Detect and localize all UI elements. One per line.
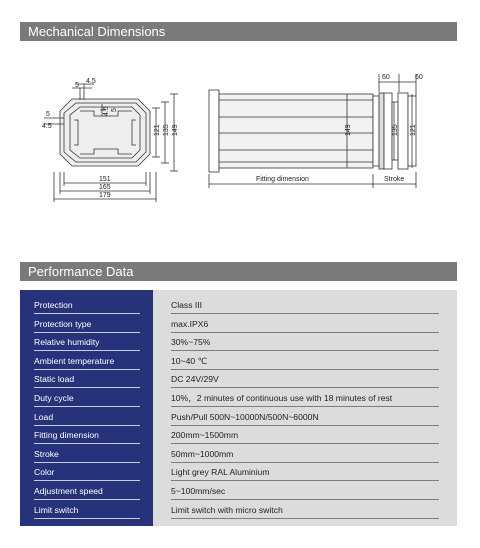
row-label: Stroke [34, 445, 140, 463]
dim-inner-5: 5 [111, 108, 118, 112]
dim-top-4-5: 4.5 [86, 78, 96, 85]
row-label: Color [34, 463, 140, 481]
dim-inner-4-5: 4.5 [103, 106, 110, 116]
row-label: Adjustment speed [34, 482, 140, 500]
table-row-adjustment-speed [20, 482, 457, 501]
dim-height-135: 135 [163, 124, 170, 136]
side-view [209, 74, 416, 188]
row-value: max.IPX6 [171, 315, 439, 333]
dim-width-151: 151 [99, 176, 111, 183]
dim-width-179: 179 [99, 192, 111, 199]
table-row-ambient-temperature [20, 352, 457, 371]
dim-height-121: 121 [154, 124, 161, 136]
row-value: DC 24V/29V [171, 370, 439, 388]
dim-60-b: 60 [415, 74, 423, 81]
performance-table [20, 290, 457, 526]
table-row-duty-cycle [20, 389, 457, 408]
dim-side-149: 149 [345, 124, 352, 136]
row-value: 10%，2 minutes of continuous use with 18 minutes of rest [171, 389, 439, 407]
row-value: 200mm~1500mm [171, 426, 439, 444]
row-value: Light grey RAL Aluminium [171, 463, 439, 481]
table-row-load [20, 408, 457, 427]
table-row-static-load [20, 370, 457, 389]
mechanical-dimensions-header: Mechanical Dimensions [20, 22, 457, 41]
table-row-protection [20, 296, 457, 315]
dim-left-4-5: 4.5 [42, 123, 52, 130]
row-label: Relative humidity [34, 333, 140, 351]
dim-top-5: 5 [75, 82, 79, 89]
dim-height-149: 149 [172, 124, 179, 136]
row-label: Ambient temperature [34, 352, 140, 370]
table-row-color [20, 463, 457, 482]
table-row-limit-switch [20, 501, 457, 520]
mechanical-drawing [20, 44, 460, 244]
table-row-stroke [20, 445, 457, 464]
dim-width-165: 165 [99, 184, 111, 191]
dim-side-135: 135 [392, 124, 399, 136]
performance-data-header: Performance Data [20, 262, 457, 281]
row-value: Limit switch with micro switch [171, 501, 439, 519]
cross-section-view [44, 84, 178, 202]
row-value: 5~100mm/sec [171, 482, 439, 500]
row-label: Limit switch [34, 501, 140, 519]
row-label: Load [34, 408, 140, 426]
table-row-protection-type [20, 315, 457, 334]
row-value: 50mm~1000mm [171, 445, 439, 463]
fitting-dimension-label: Fitting dimension [256, 176, 309, 183]
row-label: Duty cycle [34, 389, 140, 407]
dim-60-a: 60 [382, 74, 390, 81]
row-label: Protection type [34, 315, 140, 333]
row-label: Protection [34, 296, 140, 314]
row-value: 10~40 ℃ [171, 352, 439, 370]
row-value: Push/Pull 500N~10000N/500N~6000N [171, 408, 439, 426]
stroke-label: Stroke [384, 176, 405, 183]
table-row-relative-humidity [20, 333, 457, 352]
table-row-fitting-dimension [20, 426, 457, 445]
row-value: Class III [171, 296, 439, 314]
row-label: Static load [34, 370, 140, 388]
dim-left-5: 5 [46, 111, 50, 118]
row-label: Fitting dimension [34, 426, 140, 444]
row-value: 30%~75% [171, 333, 439, 351]
dim-side-121: 121 [410, 124, 417, 136]
